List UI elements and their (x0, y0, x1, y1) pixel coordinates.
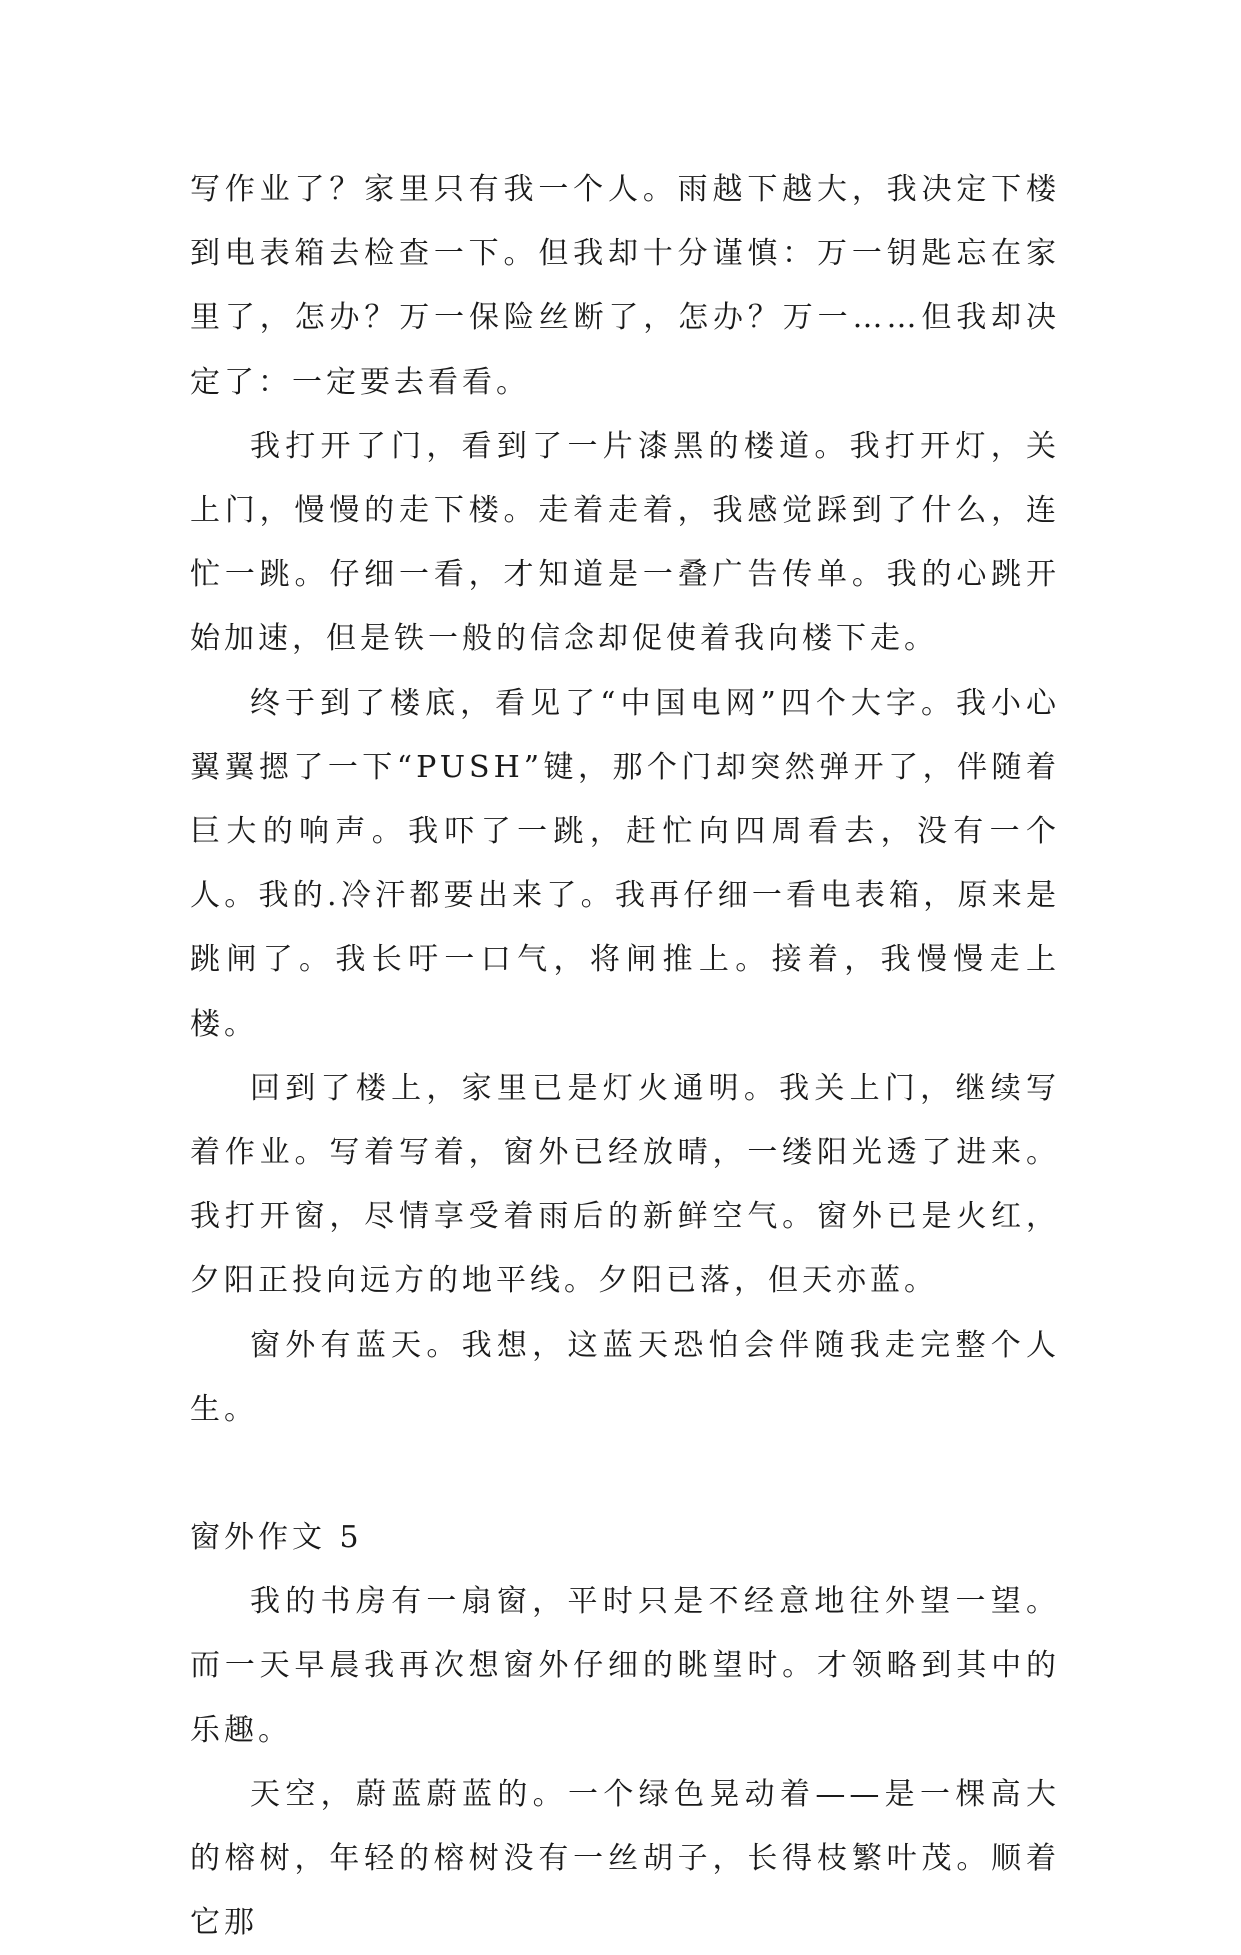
paragraph-2: 我打开了门，看到了一片漆黑的楼道。我打开灯，关上门，慢慢的走下楼。走着走着，我感觉踩到了什么，连忙一跳。仔细一看，才知道是一叠广告传单。我的心跳开始加速，但是铁一般的信念却促使着我向楼下走。 (190, 428, 1060, 657)
paragraph-1: 写作业了？家里只有我一个人。雨越下越大，我决定下楼到电表箱去检查一下。但我却十分谨慎：万一钥匙忘在家里了，怎办？万一保险丝断了，怎办？万一……但我却决定了：一定要去看看。 (190, 172, 1060, 400)
paragraph-6: 我的书房有一扇窗，平时只是不经意地往外望一望。而一天早晨我再次想窗外仔细的眺望时。才领略到其中的乐趣。 (190, 1584, 1060, 1748)
paragraph-5: 窗外有蓝天。我想，这蓝天恐怕会伴随我走完整个人生。 (190, 1327, 1060, 1427)
section-heading: 窗外作文 5 (190, 1520, 363, 1556)
paragraph-4: 回到了楼上，家里已是灯火通明。我关上门，继续写着作业。写着写着，窗外已经放晴，一缕阳光透了进来。我打开窗，尽情享受着雨后的新鲜空气。窗外已是火红，夕阳正投向远方的地平线。夕阳已落，但天亦蓝。 (190, 1070, 1060, 1299)
section-spacer (190, 1442, 1060, 1506)
document-page (190, 158, 1060, 1955)
paragraph-7: 天空，蔚蓝蔚蓝的。一个绿色晃动着——是一棵高大的榕树，年轻的榕树没有一丝胡子，长得枝繁叶茂。顺着它那 (190, 1776, 1060, 1941)
paragraph-3: 终于到了楼底，看见了“中国电网”四个大字。我小心翼翼摁了一下“PUSH”键，那个门却突然弹开了，伴随着巨大的响声。我吓了一跳，赶忙向四周看去，没有一个人。我的.冷汗都要出来了。我再仔细一看电表箱，原来是跳闸了。我长吁一口气，将闸推上。接着，我慢慢走上楼。 (190, 685, 1060, 1042)
